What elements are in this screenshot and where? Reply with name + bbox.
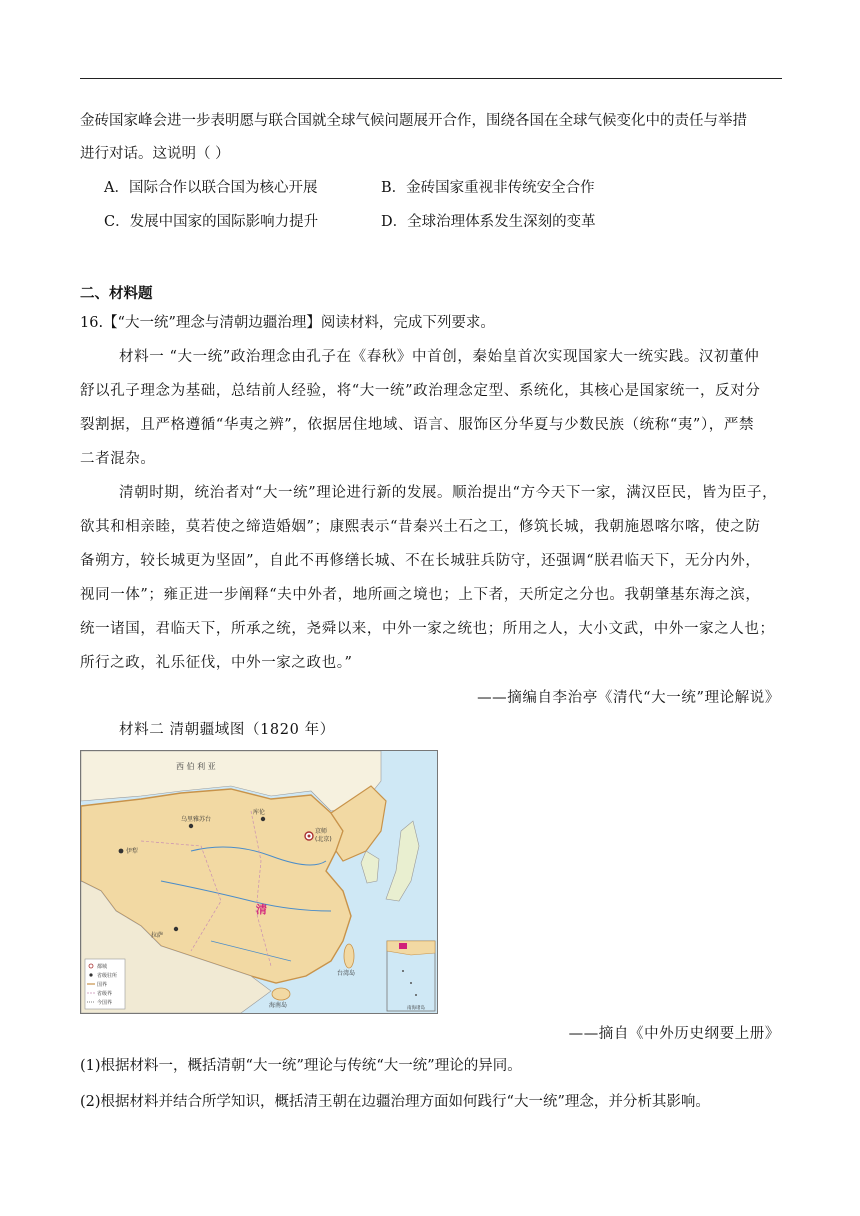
q15-stem-line2: 进行对话。这说明（ ） bbox=[80, 146, 230, 162]
header-rule bbox=[80, 78, 782, 79]
label-kulun: 库伦 bbox=[253, 809, 266, 816]
legend-province: 省级驻所 bbox=[97, 973, 118, 979]
taiwan-island bbox=[344, 944, 354, 968]
label-wuliyasutai: 乌里雅苏台 bbox=[181, 816, 212, 823]
qing-territory-map bbox=[80, 750, 438, 1014]
material1b-line6: 所行之政，礼乐征伐，中外一家之政也。” bbox=[80, 655, 353, 671]
lasa-marker bbox=[174, 927, 178, 931]
material1-line4: 二者混杂。 bbox=[80, 451, 156, 467]
material2-source: ——摘自《中外历史纲要上册》 bbox=[568, 1026, 780, 1042]
q15-option-a[interactable]: A．国际合作以联合国为核心开展 bbox=[104, 180, 318, 196]
label-hainan: 海南岛 bbox=[269, 1002, 288, 1009]
material1-line2: 舒以孔子理念为基础，总结前人经验，将“大一统”政治理念定型、系统化，其核心是国家统一，反对分 bbox=[80, 383, 761, 399]
section-title: 二、材料题 bbox=[80, 285, 153, 302]
legend-capital: 都城 bbox=[97, 964, 108, 970]
map-svg bbox=[81, 751, 437, 1013]
material1b-line2: 欲其和相亲睦，莫若使之缔造婚姻”；康熙表示“昔秦兴土石之工，修筑长城，我朝施恩喀尔喀，使之防 bbox=[80, 519, 761, 535]
wuliyasutai-marker bbox=[189, 824, 193, 828]
q16-prompt: 16.【“大一统”理念与清朝边疆治理】阅读材料，完成下列要求。 bbox=[80, 315, 495, 331]
label-yili: 伊犁 bbox=[126, 848, 139, 855]
q15-option-c[interactable]: C．发展中国家的国际影响力提升 bbox=[104, 214, 319, 230]
hainan-island bbox=[272, 988, 290, 1000]
material1-line3: 裂割据，且严格遵循“华夷之辨”，依据居住地域、语言、服饰区分华夏与少数民族（统称“夷”），严禁 bbox=[80, 417, 755, 433]
q15-option-b[interactable]: B．金砖国家重视非传统安全合作 bbox=[381, 180, 595, 196]
label-beijing: (北京) bbox=[315, 836, 332, 843]
label-qing: 清 bbox=[256, 903, 267, 916]
material1b-line3: 备朔方，较长城更为坚固”，自此不再修缮长城、不在长城驻兵防守，还强调“朕君临天下，无分内外， bbox=[80, 553, 761, 569]
label-inset: 南海诸岛 bbox=[407, 1006, 425, 1011]
inset-highlight bbox=[399, 943, 407, 949]
material1b-line4: 视同一体”；雍正进一步阐释“夫中外者，地所画之境也；上下者，天所定之分也。我朝肇基东海之滨， bbox=[80, 587, 761, 603]
legend-province-border: 省级界 bbox=[97, 991, 113, 997]
requirement-1: (1)根据材料一，概括清朝“大一统”理论与传统“大一统”理论的异同。 bbox=[80, 1058, 522, 1074]
label-taiwan: 台湾岛 bbox=[337, 970, 356, 977]
label-jingshi: 京师 bbox=[315, 828, 328, 835]
kulun-marker bbox=[261, 817, 265, 821]
material1-line1: 材料一 “大一统”政治理念由孔子在《春秋》中首创，秦始皇首次实现国家大一统实践。汉初董仲 bbox=[119, 349, 760, 365]
material2-title: 材料二 清朝疆域图（1820 年） bbox=[119, 722, 335, 738]
q15-stem-line1: 金砖国家峰会进一步表明愿与联合国就全球气候问题展开合作，围绕各国在全球气候变化中的责任与举措 bbox=[80, 113, 747, 129]
label-siberia: 西 伯 利 亚 bbox=[176, 762, 216, 771]
label-lasa: 拉萨 bbox=[151, 932, 164, 939]
legend-border: 国界 bbox=[97, 982, 108, 988]
material1-source: ——摘编自李治亭《清代“大一统”理论解说》 bbox=[477, 690, 780, 706]
requirement-2: (2)根据材料并结合所学知识，概括清王朝在边疆治理方面如何践行“大一统”理念，并分析其影响。 bbox=[80, 1094, 710, 1110]
yili-marker bbox=[119, 849, 124, 854]
q15-option-d[interactable]: D．全球治理体系发生深刻的变革 bbox=[381, 214, 596, 230]
material1b-line1: 清朝时期，统治者对“大一统”理论进行新的发展。顺治提出“方今天下一家，满汉臣民，皆为臣子， bbox=[119, 485, 778, 501]
legend-modern-border: 今国界 bbox=[97, 1000, 113, 1006]
material1b-line5: 统一诸国，君临天下，所承之统，尧舜以来，中外一家之统也；所用之人，大小文武，中外一家之人也； bbox=[80, 621, 775, 637]
